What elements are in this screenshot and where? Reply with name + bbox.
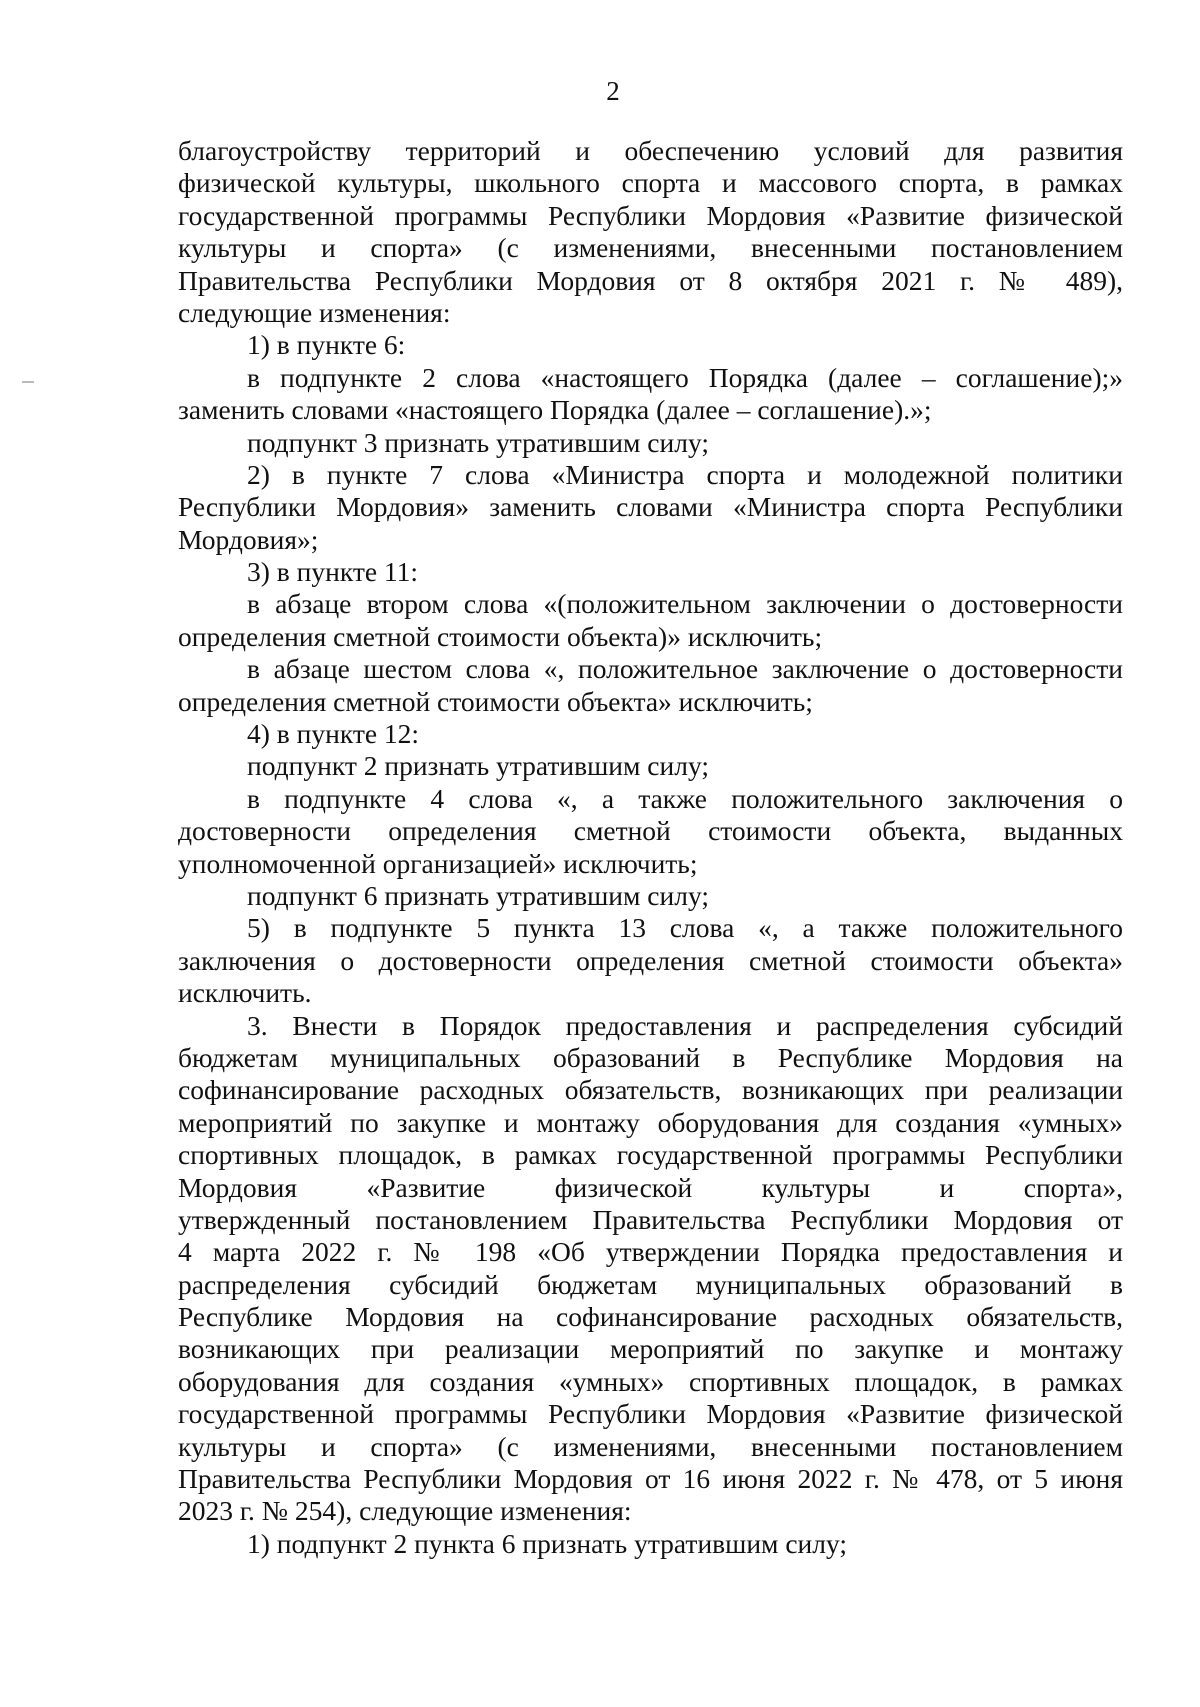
text-line: в абзаце втором слова «(положительном заключении о достоверности: [247, 588, 1123, 620]
text-line: Мордовия «Развитие физической культуры и спорта»,: [178, 1171, 1123, 1203]
text-line: определения сметной стоимости объекта)» исключить;: [178, 620, 823, 652]
text-line: благоустройству территорий и обеспечению условий для развития: [178, 135, 1123, 166]
text-line: подпункт 3 признать утратившим силу;: [247, 426, 709, 458]
text-line: распределения субсидий бюджетам муниципальных образований в: [178, 1268, 1123, 1300]
text-line: уполномоченной организацией» исключить;: [178, 847, 698, 879]
text-line: 1) подпункт 2 пункта 6 признать утратившим силу;: [247, 1527, 847, 1559]
text-line: Правительства Республики Мордовия от 16 июня 2022 г. № 478, от 5 июня: [178, 1463, 1123, 1495]
text-line: Республике Мордовия на софинансирование расходных обязательств,: [178, 1301, 1123, 1333]
text-line: мероприятий по закупке и монтажу оборудования для создания «умных»: [178, 1106, 1123, 1138]
text-line: 1) в пункте 6:: [247, 329, 406, 361]
text-line: определения сметной стоимости объекта» исключить;: [178, 685, 813, 717]
text-line: заключения о достоверности определения сметной стоимости объекта»: [178, 944, 1123, 976]
text-line: подпункт 6 признать утратившим силу;: [247, 879, 709, 911]
text-line: оборудования для создания «умных» спортивных площадок, в рамках: [178, 1365, 1123, 1397]
text-line: спортивных площадок, в рамках государственной программы Республики: [178, 1139, 1123, 1171]
text-line: в абзаце шестом слова «, положительное заключение о достоверности: [247, 653, 1123, 685]
text-line: Республики Мордовия» заменить словами «Министра спорта Республики: [178, 491, 1123, 523]
text-line: следующие изменения:: [178, 296, 451, 328]
text-line: возникающих при реализации мероприятий по закупке и монтажу: [178, 1333, 1123, 1365]
text-line: Мордовия»;: [178, 523, 319, 555]
text-line: государственной программы Республики Мордовия «Развитие физической: [178, 1398, 1123, 1430]
margin-scan-mark: [22, 381, 34, 383]
text-line: 3) в пункте 11:: [247, 556, 419, 588]
text-line: подпункт 2 признать утратившим силу;: [247, 750, 709, 782]
text-line: в подпункте 2 слова «настоящего Порядка (далее – соглашение);»: [247, 361, 1123, 393]
text-line: в подпункте 4 слова «, а также положительного заключения о: [247, 782, 1123, 814]
text-line: 2) в пункте 7 слова «Министра спорта и молодежной политики: [247, 458, 1123, 490]
text-line: государственной программы Республики Мордовия «Развитие физической: [178, 199, 1123, 231]
text-line: достоверности определения сметной стоимости объекта, выданных: [178, 815, 1123, 847]
text-line: 3. Внести в Порядок предоставления и распределения субсидий: [247, 1009, 1123, 1041]
text-line: 4 марта 2022 г. № 198 «Об утверждении Порядка предоставления и: [178, 1236, 1123, 1268]
text-line: культуры и спорта» (с изменениями, внесенными постановлением: [178, 1430, 1123, 1462]
text-line: утвержденный постановлением Правительства Республики Мордовия от: [178, 1203, 1123, 1235]
text-line: исключить.: [178, 977, 312, 1009]
text-line: 2023 г. № 254), следующие изменения:: [178, 1495, 632, 1527]
text-line: 4) в пункте 12:: [247, 718, 420, 750]
text-line: Правительства Республики Мордовия от 8 октября 2021 г. № 489),: [178, 264, 1123, 296]
text-line: заменить словами «настоящего Порядка (далее – соглашение).»;: [178, 394, 932, 426]
text-line: культуры и спорта» (с изменениями, внесенными постановлением: [178, 232, 1123, 264]
text-line: 5) в подпункте 5 пункта 13 слова «, а также положительного: [247, 912, 1123, 944]
document-body: [178, 135, 1123, 1560]
text-line: софинансирование расходных обязательств, возникающих при реализации: [178, 1074, 1123, 1106]
text-line: физической культуры, школьного спорта и массового спорта, в рамках: [178, 167, 1123, 199]
text-line: бюджетам муниципальных образований в Республике Мордовия на: [178, 1041, 1123, 1073]
page-number: 2: [606, 76, 620, 106]
